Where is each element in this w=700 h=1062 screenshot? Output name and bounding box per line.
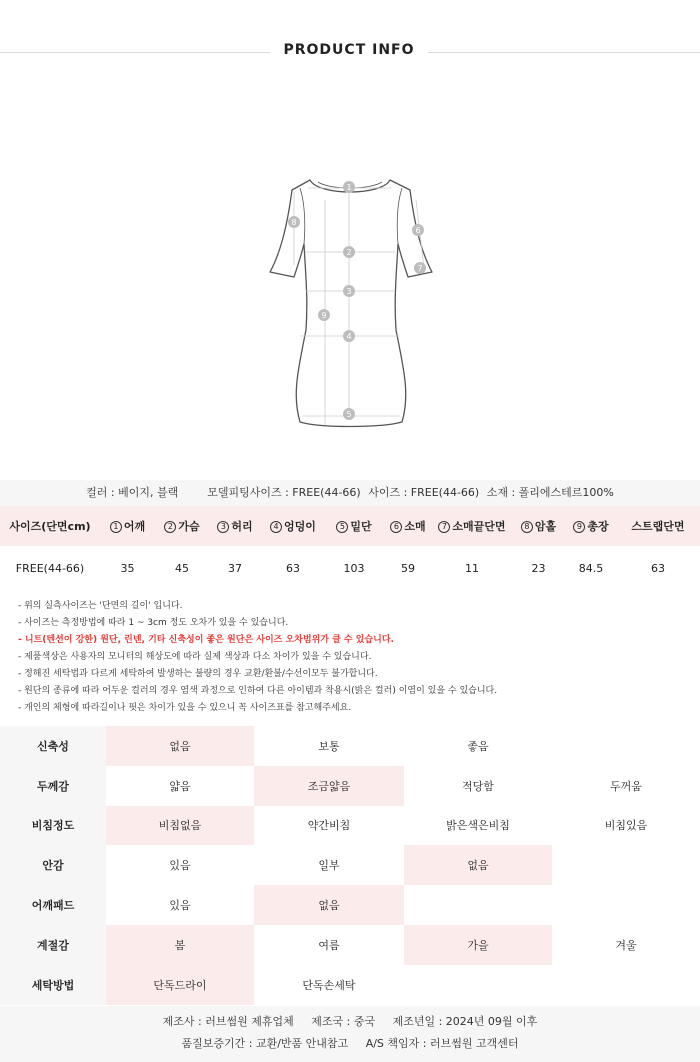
marker-7-label: 7 xyxy=(417,264,423,273)
attr-option: 여름 xyxy=(318,938,340,952)
num-badge: 7 xyxy=(438,521,450,533)
attr-row-shoulder-pad xyxy=(0,885,700,925)
size-header-5: 5 밑단 xyxy=(325,506,383,546)
attr-label: 신축성 xyxy=(0,726,106,766)
marker-5-label: 5 xyxy=(346,410,352,419)
section-header xyxy=(0,38,700,68)
size-table-header xyxy=(0,506,700,546)
notes-list xyxy=(18,598,688,717)
spec-size: 사이즈 : FREE(44-66) xyxy=(368,486,480,499)
attr-label: 안감 xyxy=(0,845,106,885)
size-cell: 63 xyxy=(651,561,665,575)
attr-label: 세탁방법 xyxy=(0,965,106,1005)
size-cell: 84.5 xyxy=(578,561,604,575)
size-cell: FREE(44-66) xyxy=(15,561,85,575)
size-header-4: 4 엉덩이 xyxy=(261,506,325,546)
attr-option-selected: 없음 xyxy=(106,726,254,766)
size-cell: 45 xyxy=(175,561,189,575)
marker-9-label: 9 xyxy=(321,311,327,320)
attr-option xyxy=(552,965,700,1005)
attr-option: 두꺼움 xyxy=(610,779,642,793)
header-divider-left xyxy=(0,52,270,53)
header-divider-right xyxy=(428,52,700,53)
attr-option: 있음 xyxy=(169,859,191,873)
attr-option: 있음 xyxy=(169,899,191,913)
section-title: PRODUCT INFO xyxy=(283,42,415,58)
size-header-0: 사이즈(단면cm) xyxy=(0,506,100,546)
attr-option: 보통 xyxy=(318,739,340,753)
footer-country: 제조국 : 중국 xyxy=(311,1015,376,1028)
attr-option xyxy=(552,845,700,885)
attr-option: 단독손세탁 xyxy=(302,978,356,992)
manufacturer-info xyxy=(0,1006,700,1062)
size-cell: 103 xyxy=(343,561,365,575)
num-badge: 8 xyxy=(521,521,533,533)
note-item: - 위의 실측사이즈는 '단면의 길이' 입니다. xyxy=(18,601,183,611)
attr-option: 좋음 xyxy=(467,739,489,753)
marker-2-label: 2 xyxy=(346,248,352,257)
attr-option-selected: 봄 xyxy=(106,925,254,965)
attr-row-season xyxy=(0,925,700,965)
size-header-2: 2 가슴 xyxy=(155,506,209,546)
note-item: - 개인의 체형에 따라길이나 핏은 차이가 있을 수 있으니 꼭 사이즈표를 참고해주세요. xyxy=(18,703,352,713)
attr-option: 일부 xyxy=(318,859,340,873)
attr-row-lining xyxy=(0,845,700,885)
size-header-8: 8 암홀 xyxy=(511,506,566,546)
attr-row-thickness xyxy=(0,766,700,806)
attr-option: 겨울 xyxy=(615,938,637,952)
footer-warranty: 품질보증기간 : 교환/반품 안내참고 xyxy=(181,1037,349,1050)
attr-option: 밝은색은비침 xyxy=(446,819,510,833)
footer-date: 제조년일 : 2024년 09월 이후 xyxy=(392,1015,538,1028)
attr-option xyxy=(404,885,552,925)
size-cell: 35 xyxy=(120,561,135,575)
attr-option-selected: 조금얇음 xyxy=(254,766,404,806)
attr-option: 비침있음 xyxy=(604,819,648,833)
attr-option-selected: 없음 xyxy=(254,885,404,925)
marker-6-label: 6 xyxy=(415,226,421,235)
spec-color: 컬러 : 베이지, 블랙 xyxy=(86,486,179,499)
attr-row-washing xyxy=(0,965,700,1005)
note-item: - 원단의 종류에 따라 어두운 컬러의 경우 염색 과정으로 인하여 다른 아이템과 착용시(밝은 컬러) 이염이 있을 수 있습니다. xyxy=(18,686,498,696)
size-header-1: 1 어깨 xyxy=(100,506,155,546)
attr-row-sheerness xyxy=(0,806,700,846)
footer-row-1 xyxy=(0,1011,700,1033)
marker-4-label: 4 xyxy=(346,332,352,341)
marker-3-label: 3 xyxy=(346,287,352,296)
size-header-6: 6 소매 xyxy=(383,506,433,546)
attr-label: 비침정도 xyxy=(0,806,106,846)
note-item: - 제품색상은 사용자의 모니터의 해상도에 따라 실제 색상과 다소 차이가 있을 수 있습니다. xyxy=(18,652,372,662)
size-cell: 37 xyxy=(228,561,242,575)
footer-maker: 제조사 : 러브썸원 제휴업체 xyxy=(162,1015,294,1028)
attr-label: 두께감 xyxy=(0,766,106,806)
size-header-9: 9 총장 xyxy=(566,506,616,546)
marker-8-label: 8 xyxy=(291,218,297,227)
spec-material: 소재 : 폴리에스테르100% xyxy=(486,486,614,499)
attr-label: 어깨패드 xyxy=(0,885,106,925)
size-cell: 23 xyxy=(531,561,546,575)
spec-summary-bar xyxy=(0,480,700,506)
attr-row-stretch xyxy=(0,726,700,766)
attr-option: 적당함 xyxy=(462,779,494,793)
note-item: - 정해진 세탁법과 다르게 세탁하여 발생하는 불량의 경우 교환/환불/수선이모두 불가합니다. xyxy=(18,669,378,679)
num-badge: 3 xyxy=(217,521,229,533)
note-item-warning: - 니트(텐션이 강한) 원단, 린넨, 기타 신축성이 좋은 원단은 사이즈 오차범위가 클 수 있습니다. xyxy=(18,635,394,645)
size-header-10: 스트랩단면 xyxy=(616,506,700,546)
size-cell: 11 xyxy=(465,561,479,575)
attr-option-selected: 없음 xyxy=(404,845,552,885)
attr-label: 계절감 xyxy=(0,925,106,965)
attr-option-selected: 비침없음 xyxy=(106,806,254,846)
size-table xyxy=(0,506,700,590)
size-cell: 59 xyxy=(401,561,415,575)
footer-as: A/S 책임자 : 러브썸원 고객센터 xyxy=(365,1037,519,1050)
attr-option xyxy=(404,965,552,1005)
footer-row-2 xyxy=(0,1033,700,1055)
size-header-3: 3 허리 xyxy=(209,506,261,546)
attr-option: 약간비침 xyxy=(307,819,351,833)
dress-measurement-diagram xyxy=(0,160,700,440)
note-item: - 사이즈는 측정방법에 따라 1 ~ 3cm 정도 오차가 있을 수 있습니다. xyxy=(18,618,289,628)
marker-1-label: 1 xyxy=(346,183,352,192)
spec-model-size: 모델피팅사이즈 : FREE(44-66) xyxy=(207,486,361,499)
num-badge: 5 xyxy=(336,521,348,533)
num-badge: 2 xyxy=(164,521,176,533)
attr-option xyxy=(552,885,700,925)
attr-option-selected: 가을 xyxy=(404,925,552,965)
attr-option-selected: 단독드라이 xyxy=(106,965,254,1005)
attr-option xyxy=(552,726,700,766)
attribute-table xyxy=(0,726,700,1005)
num-badge: 1 xyxy=(110,521,122,533)
num-badge: 4 xyxy=(270,521,282,533)
attr-option: 얇음 xyxy=(169,779,191,793)
size-table-row xyxy=(0,546,700,590)
num-badge: 6 xyxy=(390,521,402,533)
size-header-7: 7 소매끝단면 xyxy=(433,506,511,546)
size-cell: 63 xyxy=(286,561,300,575)
num-badge: 9 xyxy=(573,521,585,533)
